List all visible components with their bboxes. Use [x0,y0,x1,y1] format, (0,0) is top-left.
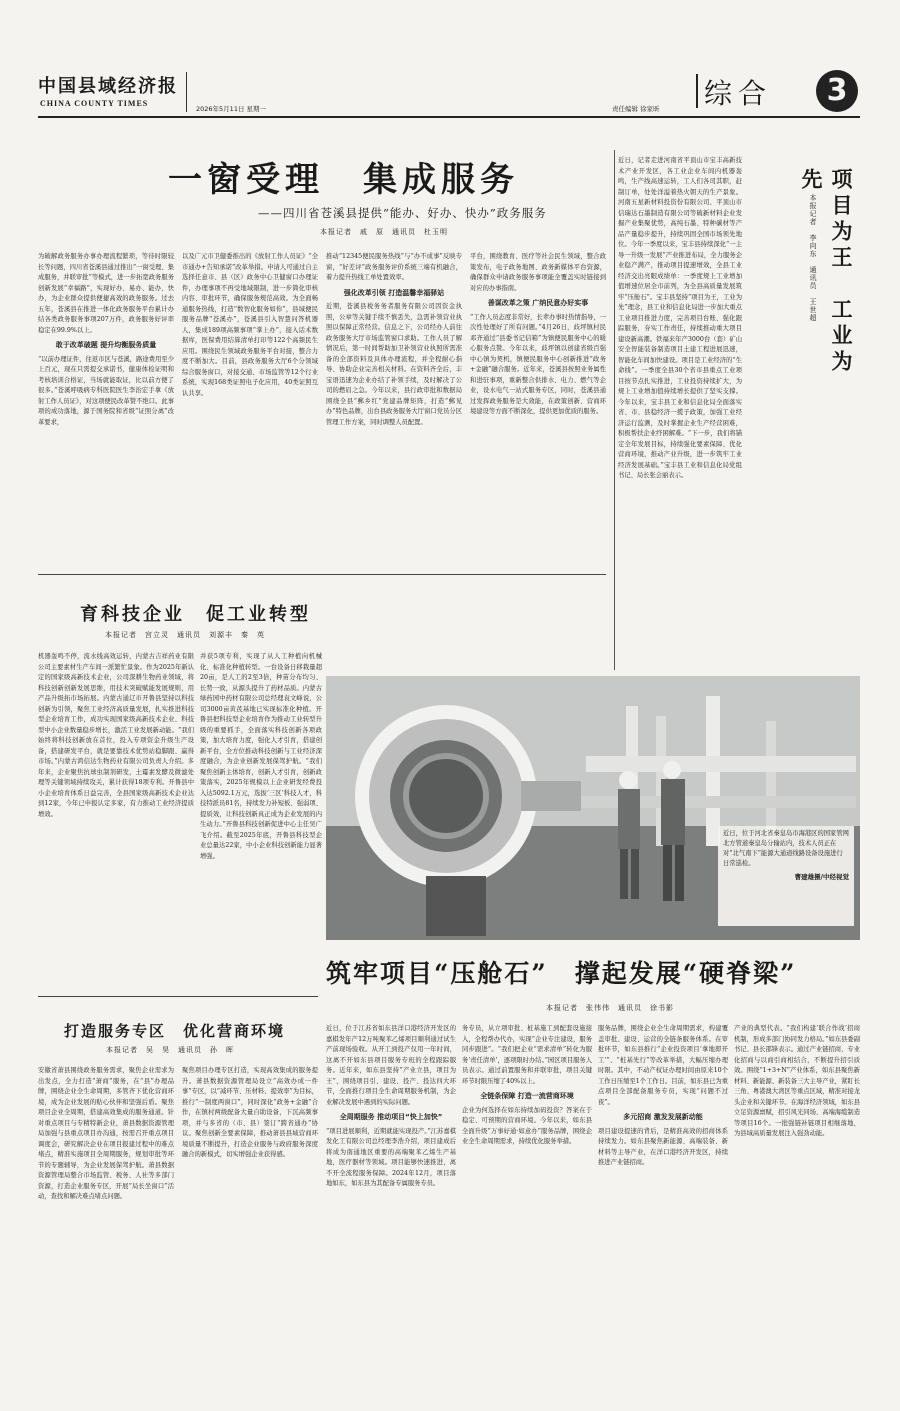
photo-caption-box [718,826,854,926]
bottom-paragraph: 产业的典型代表。“我们构建‘联合作战’招商机制，形成多部门协同发力格局。”如东县委副书记、县长邵锋表示。通过产业链招商、专业化招商与以商引商相结合，不断提升招引质效。围绕“1+3+N”产业体系，如东县聚焦新材料、新能源、新装备三大主导产业，紧盯长三角、粤港澳大湾区等重点区域，精准对接龙头企业和关键环节。在海洋经济领域，如东县立足资源禀赋，招引风光同场、高端海缆制造等项目16个。一批强链补链项目相继落地，为县域高质量发展注入强劲动能。 [734,1025,860,1137]
service-paragraph: 安徽省萧县围绕政务服务需求，聚焦企业需求为出发点，全力打造“萧商”服务，在“县”办理品牌，围绕企业全生命周期，多管齐下优化营商环境，成为企业发展的贴心伙伴和坚强后盾。聚焦项目企业全周期，搭建高效集成的服务通道。针对重点项目与专精特新企业，萧县数据资源管理局加强与县重点项目办沟通，按需召开重点项目调度会，研究解决企业在项目报建过程中的难点堵点，精准实施项目全周期服务，规划审批等环节的专题辅导，为企业发展保驾护航。萧县数据资源管理局整合市场监管、税务、人社等多部门资源，打造企业服务专区，开展“局长坐窗口”活动，查找和解决难点堵点问题。 [38,1067,174,1200]
photo-credit: 曹建雄摄/中经视觉 [794,873,849,881]
section-rule [38,574,606,575]
bottom-subhead-1: 全周期服务 推动项目“快上加快” [339,1113,443,1121]
service-paragraph: 聚焦项目办理专区打造，实现高效集成的服务提升。萧县数据资源管理局设立“高效办成一件事”专区，以“减环节、压材料、提效率”为目标，推行“一制度两窗口”，同时深化“政务+金融”合作，在镇村两级配备大量自助设备，下沉高频事项，并与多省的（市、县）签订“跨省通办”协议。聚焦创新全要素保障，推动萧县县域营商环境质量不断提升，打造企业服务与政府服务深度融合的新模式，切实增强企业获得感。 [182,1067,318,1158]
bottom-paragraph: 企业为何选择在如东持续加码投资？答案在于稳定、可预期的营商环境。今年以来，如东县全面升级“万事好通·如意办”服务品牌，围绕企业全生命周期需求，持续优化服务举措。 [462,1106,592,1145]
bottom-column-1 [326,1024,456,1396]
bottom-paragraph: 服务品牌，围绕企业全生命周期需求，构建覆盖审批、建设、运营的全链条服务体系。在审批环节，如东县推行“企业投资项目‘拿地即开工’”、“桩基先行”等改革举措，大幅压缩办理时限。其中，不动产权证办理时间由原来10个工作日压缩至1个工作日。目前，如东县已为重点项目全部配备服务专员，实现“问题不过夜”。 [598,1025,728,1106]
lead-paragraph: 平台，围绕教育、医疗等社会民生领域，整合政策发布，电子政务地图、政务新媒体平台资源，确保群众申请政务服务事项能全覆盖实时链接到对应的办事指南。 [470,253,606,292]
lead-column-1 [38,252,174,574]
right-article-header [746,150,860,380]
tech-paragraph: 机器轰鸣不停，流水线高效运转，内蒙古吉祥药业有限公司主要素材生产车间一派繁忙景象。作为2025年新认定的国家级高新技术企业，公司深耕生物药业领域，将科技创新创新发展思维，用技术突破赋能发展规则，用产品升级拓市场拓展。内蒙古通辽市开鲁县坚持以科技创新为引领，聚焦工业经济高质量发展，扎实推进科技型企业培育工作，成功实现国家级高新技术企业、科技型中小企业数量稳步增长，激活工业发展新动能。“我们始终将科技创新放在首位，投入专项资金升级生产设备，搭建研发平台，就是要靠技术优势站稳脚跟、赢得市场。”内蒙古鸿信达生物药业有限公司负责人介绍。多年来，企业聚焦抗球虫制剂研发，土霉素发酵及微滤处理等关键领域持续攻关，累计获得18项专利。开鲁县中小企业培育体系日益完善，全县国家级高新技术企业达到12家，今年已申报认定多家，有力推动工业经济提质增效。 [38,653,194,818]
tech-column-2 [200,652,322,938]
masthead-title-en: CHINA COUNTY TIMES [40,99,149,108]
service-headline: 打造服务专区 优化营商环境 [64,1022,286,1040]
bottom-headline: 筑牢项目“压舱石” 撑起发展“硬脊梁” [326,959,797,988]
bottom-paragraph: 近日，位于江苏省如东县洋口港经济开发区的嘉棋发年产12万吨聚苯乙烯项目顺利通过试生产前现场验收。从开工到投产仅用一年时间，这离不开如东县项目服务专班的全程跟踪服务。近年来，如东县坚持“产业立县，项目为王”，围绕项目引、建设、投产、投达四大环节，全面推行项目全生命周期服务机制，为企业解决发展中遇到的实际问题。 [326,1025,456,1106]
lead-subheadline: ——四川省苍溪县提供“能办、好办、快办”政务服务 [258,206,547,220]
lead-column-4 [470,252,606,574]
right-article-headline: 项目为王 工业为先 [799,168,853,376]
bottom-subhead-2: 全链条保障 打造一流营商环境 [480,1092,574,1100]
news-photo [326,676,860,940]
photo-caption: 近日，位于河北省秦皇岛市海港区的国家管网北方管道秦皇岛分输站内，技术人员正在对“北气南下”能源大通道线路设备设施进行日常巡检。 [723,830,849,867]
lead-subhead-2: 强化改革引领 打造温馨幸福驿站 [343,288,445,297]
bottom-column-4 [734,1024,860,1396]
masthead-editor: 责任编辑 徐家昕 [612,105,660,113]
bottom-paragraph: 务专员，从立项审批、桩基施工到配套设施接入，全程帮办代办，实现“企业专注建设，服务同步跟进”。“我们把企业“需求清单”转化为服务‘责任清单’，逐项限时办结。”园区项目服务人员表示。通过前置服务和并联审批，项目关键环节时限压缩了40%以上。 [462,1025,592,1085]
lead-paragraph: 推动“12345便民服务热线”与“办不成事”反映专窗，“好差评”政务服务评价系统三端有机融合，着力提升热线工单处置效率。 [326,253,462,281]
tech-paragraph: 并获5项专利，实现了从人工种植向机械化、标准化种植转型。一台设备日移栽量超20亩，是人工的2至3倍，种苗分布均匀、长势一致，从源头提升了药材品质。内蒙古绿药园中药材有限公司总经理袁文峰说，公司3000亩黄芪基地已实现标准化种植。开鲁县把科技型企业培育作为推动工业转型升级的重要抓手，全面落实科技创新各项政策，加大培育力度，强化人才引育，搭建创新平台，全方位推动科技创新与工业经济深度融合，为企业创新发展保驾护航。“我们聚焦创新主体培育，创新人才引育，创新政策落实，2025年规模以上企业研发经费投入达5092.1万元，选拔‘三区’科技人才，科技特派员81名，持续发力补短板、强弱项、提质效，让科技创新真正成为企业发展的内生动力。”开鲁县科技创新促进中心主任吴广飞介绍。截至2025年底，开鲁县科技型企业总量达22家，中小企业科技创新能力显著增强。 [200,653,322,860]
masthead-title: 中国县域经济报 [38,76,178,97]
lead-byline: 本报记者 戚 原 通讯员 杜玉明 [320,228,448,236]
service-column-2 [182,1066,318,1396]
section-banner [696,70,792,110]
lead-headline: 一窗受理 集成服务 [168,160,519,200]
tech-column-1 [38,652,194,938]
section-title: 综合 [704,77,773,110]
bottom-subhead-3: 多元招商 激发发展新动能 [623,1113,703,1121]
lead-column-2 [182,252,318,574]
lead-paragraph: “工作人员态度非常好，长辈办事时热情指导，一次性处理好了所有问题。”4月26日，歧坪镇村民邓齐通过“县委书记信箱”为镇便民服务中心的暖心服务点赞。今年以来，歧坪镇以创建省级百强中心镇为契机，镇便民服务中心创新推进“政务+金融”融合服务。近年来，苍溪县按照业务属性和进驻事项，重新整合供排水、电力、燃气等企业，设水电气一站式服务专区，同时，苍溪县通过发挥政务服务是大效能，在政策创新、营商环境建设等方面不断深化，提供更加优质的服务。 [470,313,606,415]
tech-byline: 本报记者 宫立灵 通讯员 刘源丰 秦 英 [105,631,265,639]
tech-headline: 育科技企业 促工业转型 [80,604,311,625]
lead-paragraph: 为破解政务服务办事办理流程繁琐，等待时限较长等问题，四川省苍溪县通过推出“一窗受理、集成服务，并联审批”等模式，进一步拓宽政务服务创新发展“幸福路”，实现好办、易办、能办、快办，为企业群众提供便捷高效的政务服务。过去五年，苍溪县在推进一体化政务服务平台累计办结各类政务服务事项207万件，政务服务好评率稳定在99.9%以上。 [38,253,174,334]
lead-paragraph: 以及广元市卫健委推出的《放射工作人员证》“全市通办+告知承诺”改革举措。申请人可通过自主选择任意市、县（区）政务中心卫健窗口办理证件，办理事项不再受地域限制，进一步简化审核内容、审批环节，确保服务规范高效。为全面畅通服务热线，打造“数智化服务如你”，县域便民服务品牌“苍溪办”，苍溪县引入智慧问答机器人，集成189项高频事项“掌上办”，接入话术数据库，医保费用结算清单打印等122个高频民生应用。围绕民生领域政务服务平台对接，整合力度不断加大。目前，县政务服务大厅6个分领域综合服务窗口，对接交通、市场监管等12个行业系统，实现168类证照电子化应用，40类证照互认共享。 [182,253,318,397]
page-number-badge: 3 [816,70,858,112]
lead-subhead-1: 敢于改革破题 提升均衡服务质量 [55,341,157,349]
right-article-continued [746,385,860,670]
lead-paragraph: 近期，苍溪县税务务者服务有限公司因资金执照，公章等关键手续不慎丢失，急需补领营业执照以保障正常经营。信息之下，公司经办人前往政务服务大厅市场监管窗口求助。工作人员了解情况后，第一时间帮助加卫补领营业执照所需准备的全部资料及具体办理流程，并全程耐心指导、协助企业完善相关材料。在资料齐全后，丰宝语迅速为企业办结了补领手续，及时解决了公司的燃眉之急。今年以来，县行政审批和数据局围绕全县“郵乡红”党建品牌矩阵，打造“郵见办”特色品牌，出台县政务服务大厅窗口党员分区管理工作方案，同时调整人员配置。 [326,303,462,426]
bottom-byline: 本报记者 张伟伟 通讯员 徐书影 [546,1004,674,1012]
column-divider [614,150,615,670]
lead-paragraph: “以前办理证件，往返市区与苍溪，路途费用至少上百元，现在只需提交承诺书，健康体检证明和考核培训合格证，当场就能取证，比以前方便了很多。”苍溪呼吸病专科医院医生李治宏手拿《放射工作人员证》，对这项便民改革赞不绝口。此事项的成功落地，源于国务院和省级“证照分离”改革要求， [38,355,174,426]
bottom-paragraph: “项目进展顺利，近期就能实现投产。”江苏嘉棋发化工有限公司总经理李浩介绍，项目建成后将成为南通地区重要的高端聚苯乙烯生产基地，医疗器材等领域。项目能够快速推进，离不开全流程服务保障。2024年12月，项目落地如东，如东县为其配备专属服务专员。 [326,1127,456,1187]
right-article-byline: 本报记者 李向东 通讯员 王世超 [809,194,817,322]
bottom-paragraph: 项目建设提速的背后，是精准高效的招商体系持续发力。如东县聚焦新能源、高端装备、新材料等主导产业，在洋口港经济开发区，持续推进产业链招商。 [598,1127,728,1166]
masthead-date: 2026年5月11日 星期一 [196,105,267,113]
service-column-1 [38,1066,174,1396]
section-rule [38,996,318,997]
bottom-column-2 [462,1024,592,1396]
masthead-divider [186,72,187,112]
service-byline: 本报记者 吴 昊 通讯员 孙 晖 [106,1046,234,1054]
right-article-text: 近日，记者走进河南省平顶山市宝丰高新技术产业开发区，各工业企业车间内机器轰鸣，生产线高速运转，工人们各司其职，赶制订单，处处洋溢着热火朝天的生产景象。河南五星新材料投资份有限公司、平顶山市信瑞达石墨制造有限公司等破新材料企业发掘产业集聚优势，高纯石墨、特种碳材等产品产量稳步提升，持续巩固全国市场领先地位。今年一季度以来，宝丰县持续深化“一主导一升级一发展”产业推进布局，全力服务企业稳产满产，推动项目提速增效，全县工业经济交出亮眼成绩单：一季度规上工业增加值增速位居全市前列，为全县高质量发展筑牢“压舱石”。宝丰县坚持“项目为王，工业为先”理念，县工业和信息化局进一步加大重点工业项目推进力度，完善项目台账、强化跟踪服务，夯实工作责任，持续推动重大项目建设新高潮。铁福来年产3000台（套）矿山安全智能装备制造项目土建工程进展迅速，智能化车间加快建设。项目是工业经济的“生命线”。一季度全县30个省市县重点工业项目按节点扎实推进，工业投资持续扩大，为规上工业增加值持续增长提供了坚实支撑。今年以来，宝丰县工业和信息化局全面落实省、市、县稳经济一揽子政策，加强工业经济运行监测，及时掌握企业生产经营困难，积极帮扶企业纾困解难。“下一步，我们将锚定全年发展目标，持续强化要素保障、优化营商环境，推动产业升级，进一步筑牢工业经济发展基础。”宝丰县工业和信息化局党组书记、局长张会丽表示。 [618,157,742,479]
masthead-rule [38,116,860,118]
bottom-column-3 [598,1024,728,1396]
lead-subhead-3: 善谋改革之策 广纳民意办好实事 [487,299,589,307]
lead-column-3 [326,252,462,574]
right-article-body [618,150,742,670]
